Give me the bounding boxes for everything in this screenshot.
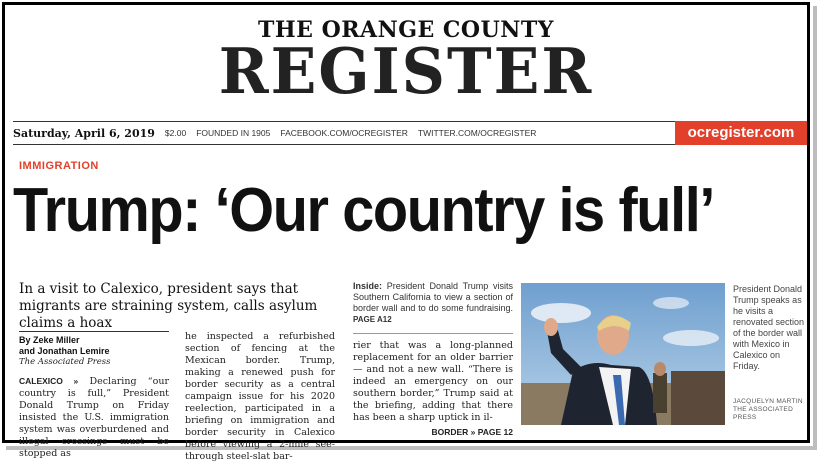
price: $2.00 — [164, 128, 187, 138]
byline-line-2: and Jonathan Lemire — [19, 346, 110, 356]
deck: In a visit to Calexico, president says that migrants are straining system, calls asylum claims a hoax — [19, 281, 318, 331]
inside-promo[interactable] — [353, 281, 513, 325]
section-label: IMMIGRATION — [19, 160, 99, 172]
story-column-2 — [185, 331, 335, 463]
front-page — [2, 2, 810, 462]
frame-shadow-right — [813, 6, 817, 446]
inside-page: PAGE A12 — [353, 315, 392, 324]
jump-line[interactable]: BORDER » PAGE 12 — [431, 427, 513, 437]
story-text-2: he inspected a refurbished section of fencing at the Mexican border. Trump, making a renewed push for border security as a central campaign issue for his 2020 reelection, participated in a briefing on immigration and border security in Calexico before viewing a 2-mile see-through steel-slat bar- — [185, 331, 335, 462]
story-column-3 — [353, 281, 513, 438]
story-dateline: CALEXICO » — [19, 376, 79, 386]
masthead-title: REGISTER — [218, 35, 594, 109]
story-text-3: rier that was a long-planned replacement for an older barrier — and not a new wall. “There is indeed an emergency on our southern border,” Trump said at the briefing, adding that there has been a sharp uptick in il- — [353, 340, 513, 423]
byline — [19, 331, 169, 367]
site-link[interactable]: ocregister.com — [675, 121, 807, 145]
dateline-bar — [13, 121, 693, 145]
twitter-link[interactable]: TWITTER.COM/OCREGISTER — [417, 128, 537, 138]
photo-credit: JACQUELYN MARTIN THE ASSOCIATED PRESS — [733, 398, 803, 421]
story-column-1 — [19, 375, 169, 460]
byline-affiliation: The Associated Press — [19, 357, 111, 367]
inside-text: President Donald Trump visits Southern California to view a section of border wall and to do some fundraising. — [353, 281, 513, 313]
masthead-top-line: THE ORANGE COUNTY — [258, 17, 554, 43]
headline: Trump: ‘Our country is full’ — [13, 176, 714, 245]
issue-date: Saturday, April 6, 2019 — [13, 126, 155, 140]
photo-illustration — [521, 283, 725, 425]
byline-line-1: By Zeke Miller — [19, 335, 80, 345]
inside-label: Inside: — [353, 281, 383, 291]
founded-note: FOUNDED IN 1905 — [196, 128, 271, 138]
lead-photo — [521, 283, 725, 425]
photo-caption: President Donald Trump speaks as he visits a renovated section of the border wall with Mexico in Calexico on Friday. — [733, 284, 805, 371]
facebook-link[interactable]: FACEBOOK.COM/OCREGISTER — [280, 128, 408, 138]
story-text-1: Declaring “our country is full,” President Donald Trump on Friday insisted the U.S. immigration system was overburdened and illegal crossings must be stopped as — [19, 376, 169, 459]
